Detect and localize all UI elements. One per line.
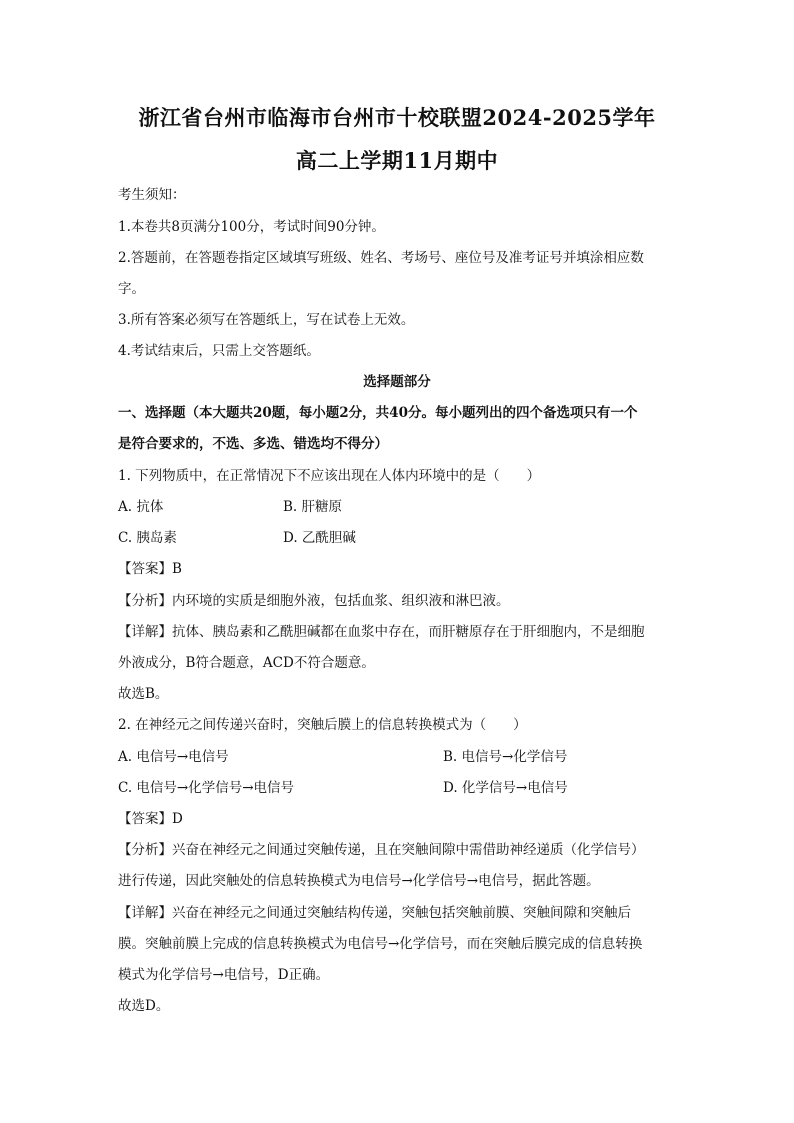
notice-item-1: 1.本卷共8页满分100分，考试时间90分钟。	[118, 219, 385, 235]
question-2-option-d: D. 化学信号→电信号	[443, 780, 568, 796]
question-1-option-a: A. 抗体	[118, 499, 164, 515]
question-2-option-a: A. 电信号→电信号	[118, 749, 229, 765]
page-title-line1: 浙江省台州市临海市台州市十校联盟2024-2025学年	[138, 105, 656, 130]
section-title: 选择题部分	[363, 374, 431, 390]
question-2-detail-cont-2: 模式为化学信号→电信号，D正确。	[118, 967, 330, 983]
question-1-analysis: 【分析】内环境的实质是细胞外液，包括血浆、组织液和淋巴液。	[118, 593, 510, 609]
notice-item-4: 4.考试结束后，只需上交答题纸。	[118, 343, 320, 359]
section-intro-cont: 是符合要求的，不选、多选、错选均不得分）	[118, 436, 388, 452]
question-2-option-b: B. 电信号→化学信号	[443, 749, 568, 765]
question-2-stem: 2. 在神经元之间传递兴奋时，突触后膜上的信息转换模式为（ ）	[118, 717, 527, 733]
question-2-conclusion: 故选D。	[118, 998, 170, 1014]
notice-heading: 考生须知：	[118, 187, 186, 203]
question-1-answer: 【答案】B	[118, 561, 182, 577]
question-2-option-c: C. 电信号→化学信号→电信号	[118, 780, 295, 796]
question-1-detail-cont: 外液成分，B符合题意，ACD不符合题意。	[118, 655, 375, 671]
page-title-line2: 高二上学期11月期中	[295, 148, 499, 173]
notice-item-2-cont: 字。	[118, 281, 145, 297]
question-2-analysis: 【分析】兴奋在神经元之间通过突触传递，且在突触间隙中需借助神经递质（化学信号）	[118, 842, 645, 858]
notice-item-2: 2.答题前，在答题卷指定区域填写班级、姓名、考场号、座位号及准考证号并填涂相应数	[118, 250, 644, 266]
notice-item-3: 3.所有答案必须写在答题纸上，写在试卷上无效。	[118, 312, 415, 328]
question-1-option-b: B. 肝糖原	[283, 499, 343, 515]
question-2-analysis-cont: 进行传递，因此突触处的信息转换模式为电信号→化学信号→电信号，据此答题。	[118, 873, 600, 889]
question-2-answer: 【答案】D	[118, 811, 183, 827]
question-1-conclusion: 故选B。	[118, 686, 169, 702]
question-1-detail: 【详解】抗体、胰岛素和乙酰胆碱都在血浆中存在，而肝糖原存在于肝细胞内，不是细胞	[118, 624, 645, 640]
question-1-option-c: C. 胰岛素	[118, 530, 177, 546]
question-1-stem: 1. 下列物质中，在正常情况下不应该出现在人体内环境中的是（ ）	[118, 468, 541, 484]
question-2-detail-cont: 膜。突触前膜上完成的信息转换模式为电信号→化学信号，而在突触后膜完成的信息转换	[118, 936, 643, 952]
question-1-option-d: D. 乙酰胆碱	[283, 530, 356, 546]
section-intro: 一、选择题（本大题共20题，每小题2分，共40分。每小题列出的四个备选项只有一个	[118, 405, 638, 421]
question-2-detail: 【详解】兴奋在神经元之间通过突触结构传递，突触包括突触前膜、突触间隙和突触后	[118, 905, 631, 921]
